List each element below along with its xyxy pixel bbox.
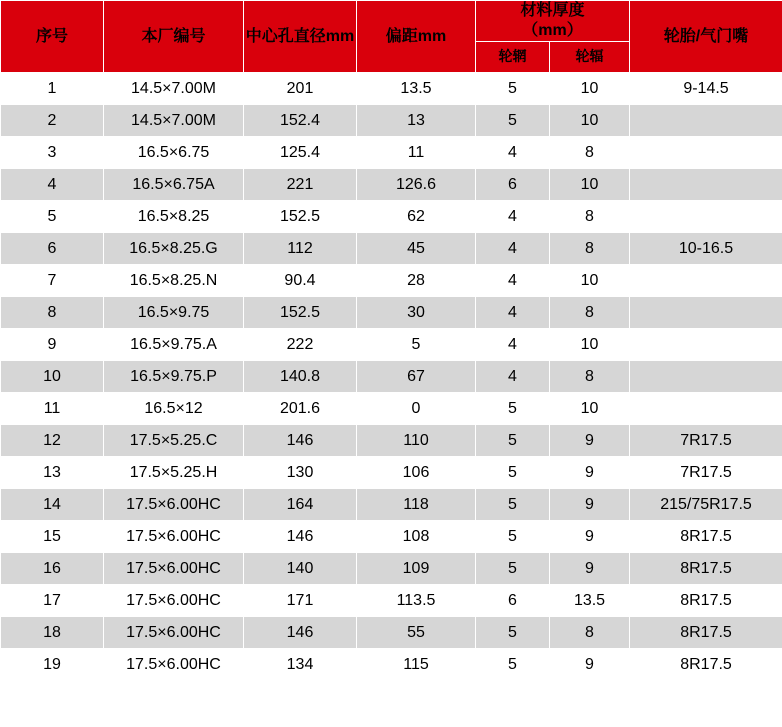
cell-index: 9 (1, 329, 104, 361)
cell-spoke-thickness: 9 (550, 457, 630, 489)
cell-factory-code: 17.5×5.25.H (104, 457, 244, 489)
table-row (1, 617, 782, 649)
cell-rim-thickness: 5 (476, 617, 550, 649)
cell-rim-thickness: 5 (476, 105, 550, 137)
cell-factory-code: 17.5×6.00HC (104, 489, 244, 521)
cell-factory-code: 16.5×9.75 (104, 297, 244, 329)
cell-spoke-thickness: 8 (550, 297, 630, 329)
cell-spoke-thickness: 10 (550, 265, 630, 297)
cell-spoke-thickness: 10 (550, 393, 630, 425)
cell-rim-thickness: 4 (476, 265, 550, 297)
header-row-main (1, 1, 782, 42)
cell-index: 10 (1, 361, 104, 393)
cell-index: 7 (1, 265, 104, 297)
cell-offset: 5 (357, 329, 476, 361)
cell-spoke-thickness: 8 (550, 201, 630, 233)
cell-offset: 55 (357, 617, 476, 649)
cell-tire-valve: 9-14.5 (630, 73, 782, 105)
cell-index: 4 (1, 169, 104, 201)
cell-offset: 62 (357, 201, 476, 233)
table-row (1, 265, 782, 297)
header-offset: 偏距mm (357, 1, 476, 73)
cell-spoke-thickness: 13.5 (550, 585, 630, 617)
cell-spoke-thickness: 9 (550, 489, 630, 521)
cell-factory-code: 17.5×5.25.C (104, 425, 244, 457)
cell-rim-thickness: 5 (476, 425, 550, 457)
cell-index: 17 (1, 585, 104, 617)
cell-tire-valve: 7R17.5 (630, 425, 782, 457)
cell-center-hole-diameter: 152.5 (244, 201, 357, 233)
table-row (1, 649, 782, 681)
table-row (1, 105, 782, 137)
cell-spoke-thickness: 10 (550, 329, 630, 361)
cell-spoke-thickness: 9 (550, 649, 630, 681)
cell-tire-valve: 8R17.5 (630, 585, 782, 617)
cell-index: 19 (1, 649, 104, 681)
cell-rim-thickness: 4 (476, 329, 550, 361)
cell-tire-valve (630, 393, 782, 425)
cell-index: 3 (1, 137, 104, 169)
cell-offset: 118 (357, 489, 476, 521)
cell-index: 5 (1, 201, 104, 233)
cell-offset: 110 (357, 425, 476, 457)
cell-factory-code: 16.5×6.75 (104, 137, 244, 169)
cell-center-hole-diameter: 146 (244, 521, 357, 553)
cell-tire-valve (630, 201, 782, 233)
cell-tire-valve: 7R17.5 (630, 457, 782, 489)
cell-offset: 11 (357, 137, 476, 169)
cell-factory-code: 17.5×6.00HC (104, 585, 244, 617)
cell-offset: 126.6 (357, 169, 476, 201)
cell-spoke-thickness: 10 (550, 169, 630, 201)
cell-factory-code: 16.5×8.25.G (104, 233, 244, 265)
cell-tire-valve (630, 329, 782, 361)
header-material-thickness (476, 1, 630, 42)
cell-center-hole-diameter: 222 (244, 329, 357, 361)
cell-tire-valve: 8R17.5 (630, 521, 782, 553)
cell-offset: 0 (357, 393, 476, 425)
table-row (1, 521, 782, 553)
cell-offset: 13 (357, 105, 476, 137)
cell-index: 12 (1, 425, 104, 457)
cell-factory-code: 17.5×6.00HC (104, 553, 244, 585)
cell-offset: 109 (357, 553, 476, 585)
table-row (1, 201, 782, 233)
header-factory-code: 本厂编号 (104, 1, 244, 73)
cell-center-hole-diameter: 221 (244, 169, 357, 201)
cell-rim-thickness: 5 (476, 649, 550, 681)
header-tire-valve: 轮胎/气门嘴 (630, 1, 782, 73)
cell-spoke-thickness: 8 (550, 361, 630, 393)
cell-index: 15 (1, 521, 104, 553)
header-center-hole-diameter: 中心孔直径mm (244, 1, 357, 73)
cell-index: 8 (1, 297, 104, 329)
table-body (1, 73, 782, 681)
cell-center-hole-diameter: 134 (244, 649, 357, 681)
cell-tire-valve (630, 105, 782, 137)
cell-index: 2 (1, 105, 104, 137)
cell-factory-code: 16.5×9.75.P (104, 361, 244, 393)
table-row (1, 585, 782, 617)
cell-center-hole-diameter: 201.6 (244, 393, 357, 425)
header-material-thickness-line1: 材料厚度 (520, 2, 585, 19)
cell-rim-thickness: 4 (476, 233, 550, 265)
table-row (1, 233, 782, 265)
table-header (1, 1, 782, 73)
cell-offset: 28 (357, 265, 476, 297)
cell-factory-code: 14.5×7.00M (104, 73, 244, 105)
cell-spoke-thickness: 9 (550, 425, 630, 457)
cell-factory-code: 16.5×6.75A (104, 169, 244, 201)
cell-factory-code: 16.5×12 (104, 393, 244, 425)
cell-tire-valve (630, 265, 782, 297)
cell-center-hole-diameter: 90.4 (244, 265, 357, 297)
table-row (1, 361, 782, 393)
cell-tire-valve (630, 137, 782, 169)
cell-spoke-thickness: 8 (550, 233, 630, 265)
cell-spoke-thickness: 10 (550, 73, 630, 105)
table-row (1, 73, 782, 105)
cell-offset: 115 (357, 649, 476, 681)
header-index: 序号 (1, 1, 104, 73)
cell-offset: 108 (357, 521, 476, 553)
cell-tire-valve (630, 361, 782, 393)
cell-factory-code: 16.5×8.25.N (104, 265, 244, 297)
cell-index: 1 (1, 73, 104, 105)
table-row (1, 329, 782, 361)
cell-rim-thickness: 5 (476, 489, 550, 521)
cell-tire-valve: 8R17.5 (630, 649, 782, 681)
cell-factory-code: 16.5×8.25 (104, 201, 244, 233)
cell-offset: 67 (357, 361, 476, 393)
cell-center-hole-diameter: 112 (244, 233, 357, 265)
cell-center-hole-diameter: 152.4 (244, 105, 357, 137)
cell-center-hole-diameter: 130 (244, 457, 357, 489)
cell-index: 6 (1, 233, 104, 265)
cell-rim-thickness: 5 (476, 553, 550, 585)
cell-spoke-thickness: 9 (550, 553, 630, 585)
cell-spoke-thickness: 8 (550, 137, 630, 169)
cell-rim-thickness: 6 (476, 585, 550, 617)
header-rim: 轮辋 (476, 42, 550, 73)
cell-rim-thickness: 4 (476, 361, 550, 393)
cell-offset: 113.5 (357, 585, 476, 617)
cell-center-hole-diameter: 201 (244, 73, 357, 105)
cell-factory-code: 14.5×7.00M (104, 105, 244, 137)
cell-index: 11 (1, 393, 104, 425)
cell-spoke-thickness: 10 (550, 105, 630, 137)
cell-factory-code: 16.5×9.75.A (104, 329, 244, 361)
cell-offset: 13.5 (357, 73, 476, 105)
cell-offset: 30 (357, 297, 476, 329)
header-material-thickness-line2: （mm） (522, 22, 583, 39)
cell-factory-code: 17.5×6.00HC (104, 617, 244, 649)
table-row (1, 457, 782, 489)
cell-index: 13 (1, 457, 104, 489)
cell-center-hole-diameter: 140 (244, 553, 357, 585)
cell-rim-thickness: 5 (476, 521, 550, 553)
cell-center-hole-diameter: 146 (244, 425, 357, 457)
table-row (1, 137, 782, 169)
cell-center-hole-diameter: 164 (244, 489, 357, 521)
cell-center-hole-diameter: 125.4 (244, 137, 357, 169)
cell-rim-thickness: 4 (476, 201, 550, 233)
cell-index: 18 (1, 617, 104, 649)
cell-center-hole-diameter: 140.8 (244, 361, 357, 393)
cell-tire-valve (630, 169, 782, 201)
table-row (1, 393, 782, 425)
cell-rim-thickness: 6 (476, 169, 550, 201)
table-row (1, 553, 782, 585)
cell-rim-thickness: 5 (476, 73, 550, 105)
table-row (1, 297, 782, 329)
cell-spoke-thickness: 8 (550, 617, 630, 649)
cell-offset: 45 (357, 233, 476, 265)
cell-tire-valve: 8R17.5 (630, 617, 782, 649)
cell-center-hole-diameter: 171 (244, 585, 357, 617)
table-row (1, 169, 782, 201)
cell-factory-code: 17.5×6.00HC (104, 521, 244, 553)
cell-center-hole-diameter: 146 (244, 617, 357, 649)
cell-spoke-thickness: 9 (550, 521, 630, 553)
cell-rim-thickness: 5 (476, 393, 550, 425)
table-row (1, 489, 782, 521)
cell-center-hole-diameter: 152.5 (244, 297, 357, 329)
cell-index: 16 (1, 553, 104, 585)
cell-tire-valve (630, 297, 782, 329)
cell-offset: 106 (357, 457, 476, 489)
cell-rim-thickness: 5 (476, 457, 550, 489)
cell-index: 14 (1, 489, 104, 521)
cell-tire-valve: 8R17.5 (630, 553, 782, 585)
cell-tire-valve: 10-16.5 (630, 233, 782, 265)
header-spoke: 轮辐 (550, 42, 630, 73)
table-row (1, 425, 782, 457)
cell-rim-thickness: 4 (476, 297, 550, 329)
cell-rim-thickness: 4 (476, 137, 550, 169)
cell-tire-valve: 215/75R17.5 (630, 489, 782, 521)
cell-factory-code: 17.5×6.00HC (104, 649, 244, 681)
